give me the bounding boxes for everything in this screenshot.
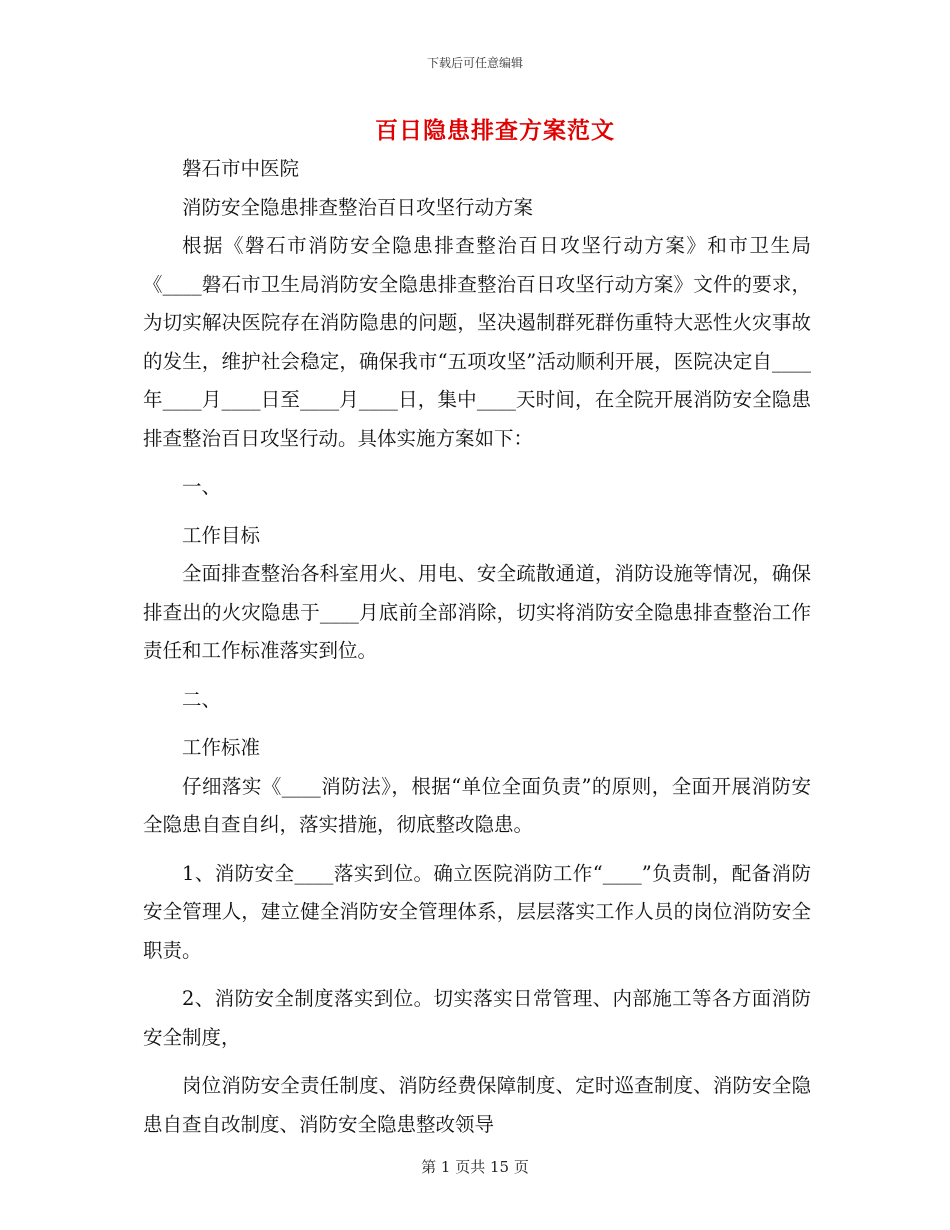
page-header-note: 下载后可任意编辑 xyxy=(426,56,523,70)
document-title: 百日隐患排查方案范文 xyxy=(375,117,615,144)
section-number-1: 一、 xyxy=(182,475,222,498)
section-heading-goal: 工作目标 xyxy=(182,523,261,547)
paragraph-plan-name: 消防安全隐患排查整治百日攻坚行动方案 xyxy=(182,195,534,219)
paragraph-hospital-name: 磐石市中医院 xyxy=(182,157,300,180)
page-number: 第 1 页共 15 页 xyxy=(421,1158,529,1176)
paragraph-item-1: 1、消防安全____落实到位。确立医院消防工作“____”负责制，配备消防安全管理人，建立健全消防安全管理体系，层层落实工作人员的岗位消防安全职责。 xyxy=(143,861,811,962)
paragraph-item-2-continued: 岗位消防安全责任制度、消防经费保障制度、定时巡查制度、消防安全隐患自查自改制度、消防安全隐患整改领导 xyxy=(143,1074,811,1136)
paragraph-standard: 仔细落实《____消防法》，根据“单位全面负责”的原则，全面开展消防安全隐患自查自纠，落实措施，彻底整改隐患。 xyxy=(143,774,811,836)
paragraph-intro: 根据《磐石市消防安全隐患排查整治百日攻坚行动方案》和市卫生局《____磐石市卫生局消防安全隐患排查整治百日攻坚行动方案》文件的要求，为切实解决医院存在消防隐患的问题，坚决遏制群死群伤重特大恶性火灾事故的发生，维护社会稳定，确保我市“五项攻坚”活动顺利开展，医院决定自____年____月____日至____月____日，集中____天时间，在全院开展消防安全隐患排查整治百日攻坚行动。具体实施方案如下： xyxy=(143,234,811,450)
paragraph-goal: 全面排查整治各科室用火、用电、安全疏散通道，消防设施等情况，确保排查出的火灾隐患于____月底前全部消除，切实将消防安全隐患排查整治工作责任和工作标准落实到位。 xyxy=(143,562,811,662)
section-heading-standard: 工作标准 xyxy=(182,736,261,759)
section-number-2: 二、 xyxy=(182,687,222,711)
paragraph-item-2: 2、消防安全制度落实到位。切实落实日常管理、内部施工等各方面消防安全制度， xyxy=(143,987,811,1049)
document-body xyxy=(143,150,811,1144)
